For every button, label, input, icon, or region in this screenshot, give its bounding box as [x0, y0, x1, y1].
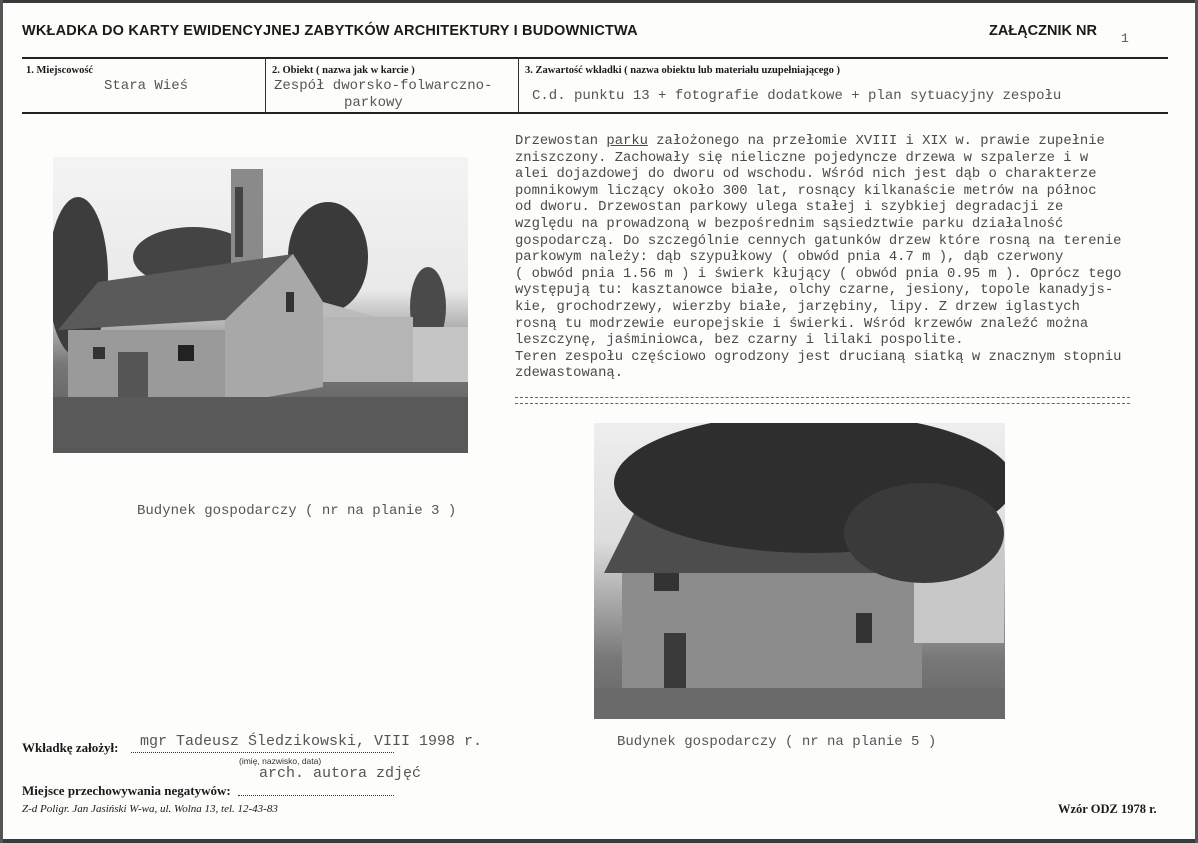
- header-rule-top: [22, 57, 1168, 59]
- dashed-separator: [515, 403, 1130, 404]
- field-divider: [265, 58, 266, 113]
- photo1-caption: Budynek gospodarczy ( nr na planie 3 ): [137, 503, 457, 519]
- photo-farm-building-5-image: [594, 423, 1005, 719]
- annex-number: 1: [1121, 31, 1129, 46]
- description-text: [515, 133, 1121, 382]
- created-by-hint: (imię, nazwisko, data): [239, 756, 322, 766]
- underlined-word: parku: [606, 133, 648, 149]
- contents-value: C.d. punktu 13 + fotografie dodatkowe + plan sytuacyjny zespołu: [532, 88, 1062, 104]
- text-fragment: założonego na przełomie XVIII i XIX w. prawie zupełnie: [647, 133, 1105, 149]
- scan-border-bottom: [0, 839, 1198, 843]
- description-line: od dworu. Drzewostan parkowy ulega stałej i szybkiej degradacji ze: [515, 199, 1064, 216]
- header-rule-bottom: [22, 112, 1168, 114]
- photo2-caption: Budynek gospodarczy ( nr na planie 5 ): [617, 734, 937, 750]
- description-line: alei dojazdowej do dworu od wschodu. Wśród nich jest dąb o charakterze: [515, 166, 1097, 183]
- field-divider: [518, 58, 519, 113]
- created-by-label: Wkładkę założył:: [22, 740, 119, 755]
- description-line: zniszczony. Zachowały się nieliczne pojedyncze drzewa w szpalerze i w: [515, 149, 1089, 166]
- negatives-dotted-line: [238, 795, 394, 796]
- annex-label: ZAŁĄCZNIK NR: [989, 23, 1097, 39]
- description-line: kie, grochodrzewy, wierzby białe, jarzębiny, lipy. Z drzew iglastych: [515, 298, 1080, 315]
- locality-value: Stara Wieś: [104, 78, 189, 94]
- description-line: Teren zespołu częściowo ogrodzony jest drucianą siatką w znacznym stopniu: [515, 348, 1122, 365]
- description-line: ( obwód pnia 1.56 m ) i świerk kłujący ( obwód pnia 0.95 m ). Oprócz tego: [515, 265, 1122, 282]
- negatives-label: Miejsce przechowywania negatywów:: [22, 783, 231, 798]
- dashed-separator: [515, 397, 1130, 398]
- description-line: względu na prowadzoną w bezpośrednim sąsiedztwie parku działalność: [515, 215, 1064, 232]
- form-title: WKŁADKA DO KARTY EWIDENCYJNEJ ZABYTKÓW ARCHITEKTURY I BUDOWNICTWA: [22, 23, 638, 39]
- description-line: gospodarczą. Do szczególnie cennych gatunków drzew które rosną na terenie: [515, 232, 1122, 249]
- locality-label: 1. Miejscowość: [26, 65, 94, 76]
- description-line: parkowym należy: dąb szypułkowy ( obwód pnia 4.7 m ), dąb czerwony: [515, 249, 1064, 266]
- description-line: leszczynę, jaśminiowca, bez czarny i lilaki pospolite.: [515, 332, 964, 349]
- description-line: rosną tu modrzewie europejskie i świerki. Wśród krzewów znaleźć można: [515, 315, 1089, 332]
- contents-label: 3. Zawartość wkładki ( nazwa obiektu lub materiału uzupełniającego ): [525, 65, 841, 76]
- description-line: pomnikowym liczący około 300 lat, rosnący kilkanaście metrów na północ: [515, 182, 1097, 199]
- object-label: 2. Obiekt ( nazwa jak w karcie ): [272, 65, 415, 76]
- description-line: zdewastowaną.: [515, 365, 623, 382]
- description-line: występują tu: kasztanowce białe, olchy czarne, jesiony, topole kanadyjs-: [515, 282, 1114, 299]
- form-pattern: Wzór ODZ 1978 r.: [1058, 802, 1157, 816]
- created-by-dotted-line: [131, 752, 394, 753]
- description-line: [515, 133, 1121, 150]
- negatives-value: arch. autora zdjęć: [259, 765, 422, 782]
- text-fragment: Drzewostan: [515, 133, 607, 149]
- object-value-line1: Zespół dworsko-folwarczno-: [274, 78, 493, 94]
- scan-border-left: [0, 0, 3, 843]
- scan-border-top: [0, 0, 1198, 3]
- photo-farm-building-3: [53, 157, 468, 453]
- photo-farm-building-3-image: [53, 157, 468, 453]
- object-value-line2: parkowy: [344, 95, 403, 111]
- printer-imprint: Z-d Poligr. Jan Jasiński W-wa, ul. Wolna 13, tel. 12-43-83: [22, 803, 278, 815]
- photo-farm-building-5: [594, 423, 1005, 719]
- created-by-value: mgr Tadeusz Śledzikowski, VIII 1998 r.: [140, 733, 483, 750]
